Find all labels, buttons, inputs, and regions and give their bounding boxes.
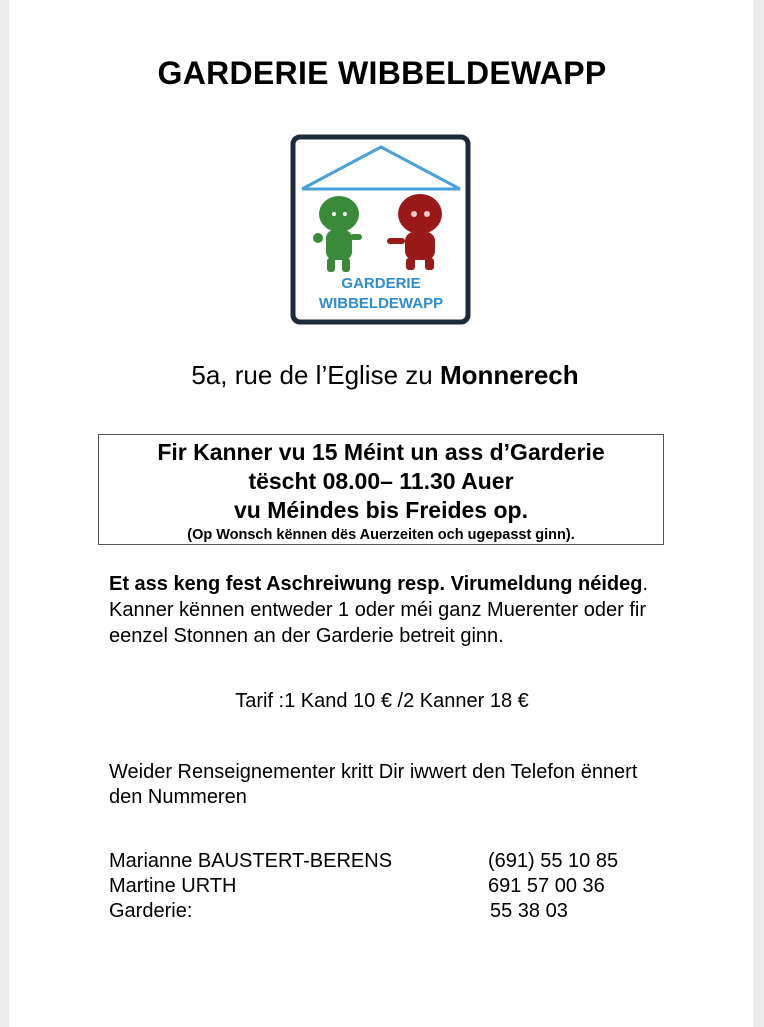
garderie-logo — [290, 134, 471, 325]
address-town: Monnerech — [439, 360, 579, 390]
svg-text:GARDERIE: GARDERIE — [341, 275, 421, 292]
registration-text: . Kanner kënnen entweder 1 oder méi ganz Muerenter oder fir eenzel Stonnen an der Garderie betreit ginn. — [109, 573, 649, 647]
opening-hours-box — [98, 434, 664, 545]
contact-row — [109, 875, 669, 900]
contact-phone: 691 57 00 36 — [488, 875, 605, 897]
hours-note: (Op Wonsch kënnen dës Auerzeiten och ugepasst ginn). — [187, 527, 575, 543]
info-paragraph: Weider Renseignementer kritt Dir iwwert den Telefon ënnert den Nummeren — [109, 761, 638, 808]
contact-name: Garderie: — [109, 900, 193, 922]
svg-text:WIBBELDEWAPP: WIBBELDEWAPP — [318, 295, 444, 312]
contact-phone: 55 38 03 — [490, 900, 568, 922]
contact-name: Marianne BAUSTERT-BERENS — [109, 850, 393, 872]
contact-list — [109, 850, 669, 925]
tariff-line: Tarif :1 Kand 10 € /2 Kanner 18 € — [235, 690, 529, 712]
page-title: GARDERIE WIBBELDEWAPP — [157, 55, 607, 91]
contact-name: Martine URTH — [109, 875, 237, 897]
address-line — [0, 360, 764, 391]
contact-phone: (691) 55 10 85 — [488, 850, 619, 872]
hours-line-3: vu Méindes bis Freides op. — [234, 497, 528, 523]
address-street: 5a, rue de l’Eglise zu — [191, 360, 440, 390]
hours-line-2: tëscht 08.00– 11.30 Auer — [248, 468, 514, 494]
registration-paragraph — [109, 571, 669, 649]
contact-row — [109, 900, 669, 925]
hours-line-1: Fir Kanner vu 15 Méint un ass d’Garderie — [157, 439, 605, 465]
registration-bold: Et ass keng fest Aschreiwung resp. Virumeldung néideg — [109, 573, 643, 595]
contact-row — [109, 850, 669, 875]
